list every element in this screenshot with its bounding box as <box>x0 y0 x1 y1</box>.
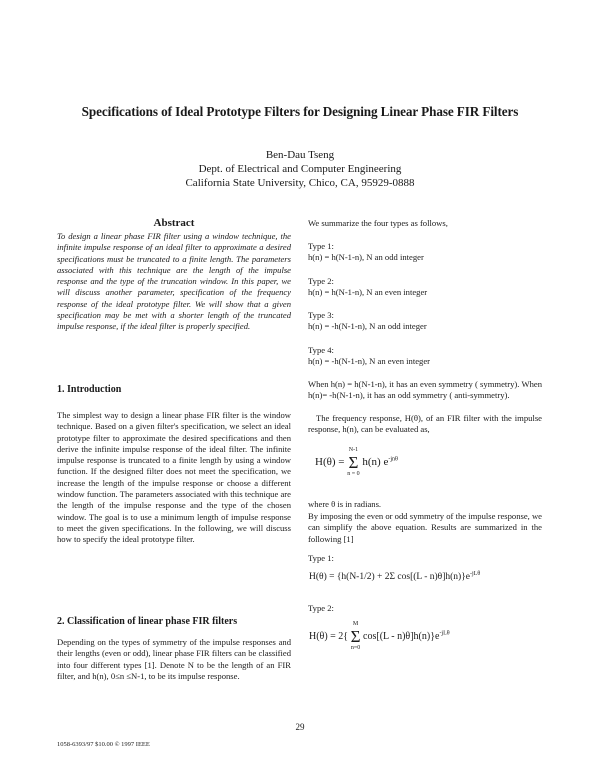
eq2-exponent: -jLθ <box>470 571 481 577</box>
where-text: where θ is in radians. <box>308 499 382 509</box>
classification-text: Depending on the types of symmetry of the impulse responses and their lengths (even or odd), linear phase FIR filters can be classified into four different types [1]. Denote N to be the length of an FIR filter, and h(n), 0≤n ≤N-1, to be its impulse response. <box>57 637 291 681</box>
author-university: California State University, Chico, CA, 95929-0888 <box>185 177 415 189</box>
type1-block <box>308 241 542 264</box>
abstract-heading: Abstract <box>153 217 195 229</box>
page-number: 29 <box>295 722 305 732</box>
type1-def: h(n) = h(N-1-n), N an odd integer <box>308 252 424 263</box>
paper-title: Specifications of Ideal Prototype Filters for Designing Linear Phase FIR Filters <box>81 104 519 119</box>
eq1-lower-limit: n = 0 <box>347 471 360 477</box>
equation-3 <box>309 620 543 653</box>
eq1-upper-limit: N-1 <box>348 447 359 453</box>
type4-def: h(n) = -h(N-1-n), N an even integer <box>308 356 431 367</box>
author-name: Ben-Dau Tseng <box>265 149 335 161</box>
eq-type2-label: Type 2: <box>308 603 334 613</box>
classification-heading: 2. Classification of linear phase FIR filters <box>57 616 238 627</box>
eq3-upper-limit: M <box>352 621 359 627</box>
equation-1 <box>315 446 549 479</box>
type2-label: Type 2: <box>308 276 334 286</box>
author-block <box>0 148 600 190</box>
author-dept: Dept. of Electrical and Computer Engineering <box>198 163 402 175</box>
eq1-exponent: -jnθ <box>388 456 398 463</box>
type4-block <box>308 345 542 368</box>
eq1-lhs: H(θ) = <box>315 456 345 469</box>
summary-text: We summarize the four types as follows, <box>308 218 448 228</box>
sum-symbol-2: M Σ n=0 <box>350 621 361 651</box>
type4-label: Type 4: <box>308 345 334 355</box>
abstract-text: To design a linear phase FIR filter using a window technique, the infinite impulse response of an ideal filter to approximate a desired specifications must be truncated to a finite length. The parameters associated with this technique are the length of the impulse response and the type of the truncation window. In this paper, we will discuss another parameter, specification of the frequency response of the ideal prototype filter. We will show that a given specification may be met with a shorter length of the truncated impulse response, if the ideal filter is properly specified. <box>57 231 291 332</box>
eq3-exponent: -jLθ <box>439 630 450 637</box>
type1-label: Type 1: <box>308 241 334 251</box>
eq3-lower-limit: n=0 <box>350 645 361 651</box>
type2-block <box>308 276 542 299</box>
type2-def: h(n) = h(N-1-n), N an even integer <box>308 287 428 298</box>
equation-2 <box>309 569 543 583</box>
type3-label: Type 3: <box>308 310 334 320</box>
intro-heading: 1. Introduction <box>57 384 122 395</box>
symmetry-text: When h(n) = h(N-1-n), it has an even symmetry ( symmetry). When h(n)= -h(N-1-n), it has an odd symmetry ( anti-symmetry). <box>308 379 542 401</box>
eq-type1-label: Type 1: <box>308 553 334 563</box>
eq3-lhs: H(θ) = 2{ <box>309 630 349 642</box>
eq3-rhs: cos[(L - n)θ]h(n)}e <box>363 630 440 642</box>
type3-def: h(n) = -h(N-1-n), N an odd integer <box>308 321 427 332</box>
intro-text: The simplest way to design a linear phase FIR filter is the window technique. Based on a given filter's specification, we select an ideal prototype filter to approximate the desired specifications and then derive the infinite impulse response of the ideal filter. The infinite impulse response is truncated to a finite length by using a window function. If the designed filter does not meet the specification, we increase the length of the impulse response or choose a different window function. The parameters associated with this technique are the length of the impulse response and the type of the chosen window. The goal is to use a minimum length of impulse response to meet the given specifications. In the following, we will discuss how to specify the ideal prototype filter. <box>57 410 291 545</box>
eq1-rhs: h(n) e <box>362 456 389 469</box>
copyright-footer: 1058-6393/97 $10.00 © 1997 IEEE <box>57 741 150 748</box>
eq2-body: H(θ) = {h(N-1/2) + 2Σ cos[(L - n)θ]h(n)}e <box>309 572 470 583</box>
imposing-text: By imposing the even or odd symmetry of the impulse response, we can simplify the above equation. Results are summarized in the following [1] <box>308 511 542 544</box>
freq-response-text: The frequency response, H(θ), of an FIR filter with the impulse response, h(n), can be evaluated as, <box>308 413 542 435</box>
sum-symbol: N-1 Σ n = 0 <box>347 447 360 477</box>
type3-block <box>308 310 542 333</box>
